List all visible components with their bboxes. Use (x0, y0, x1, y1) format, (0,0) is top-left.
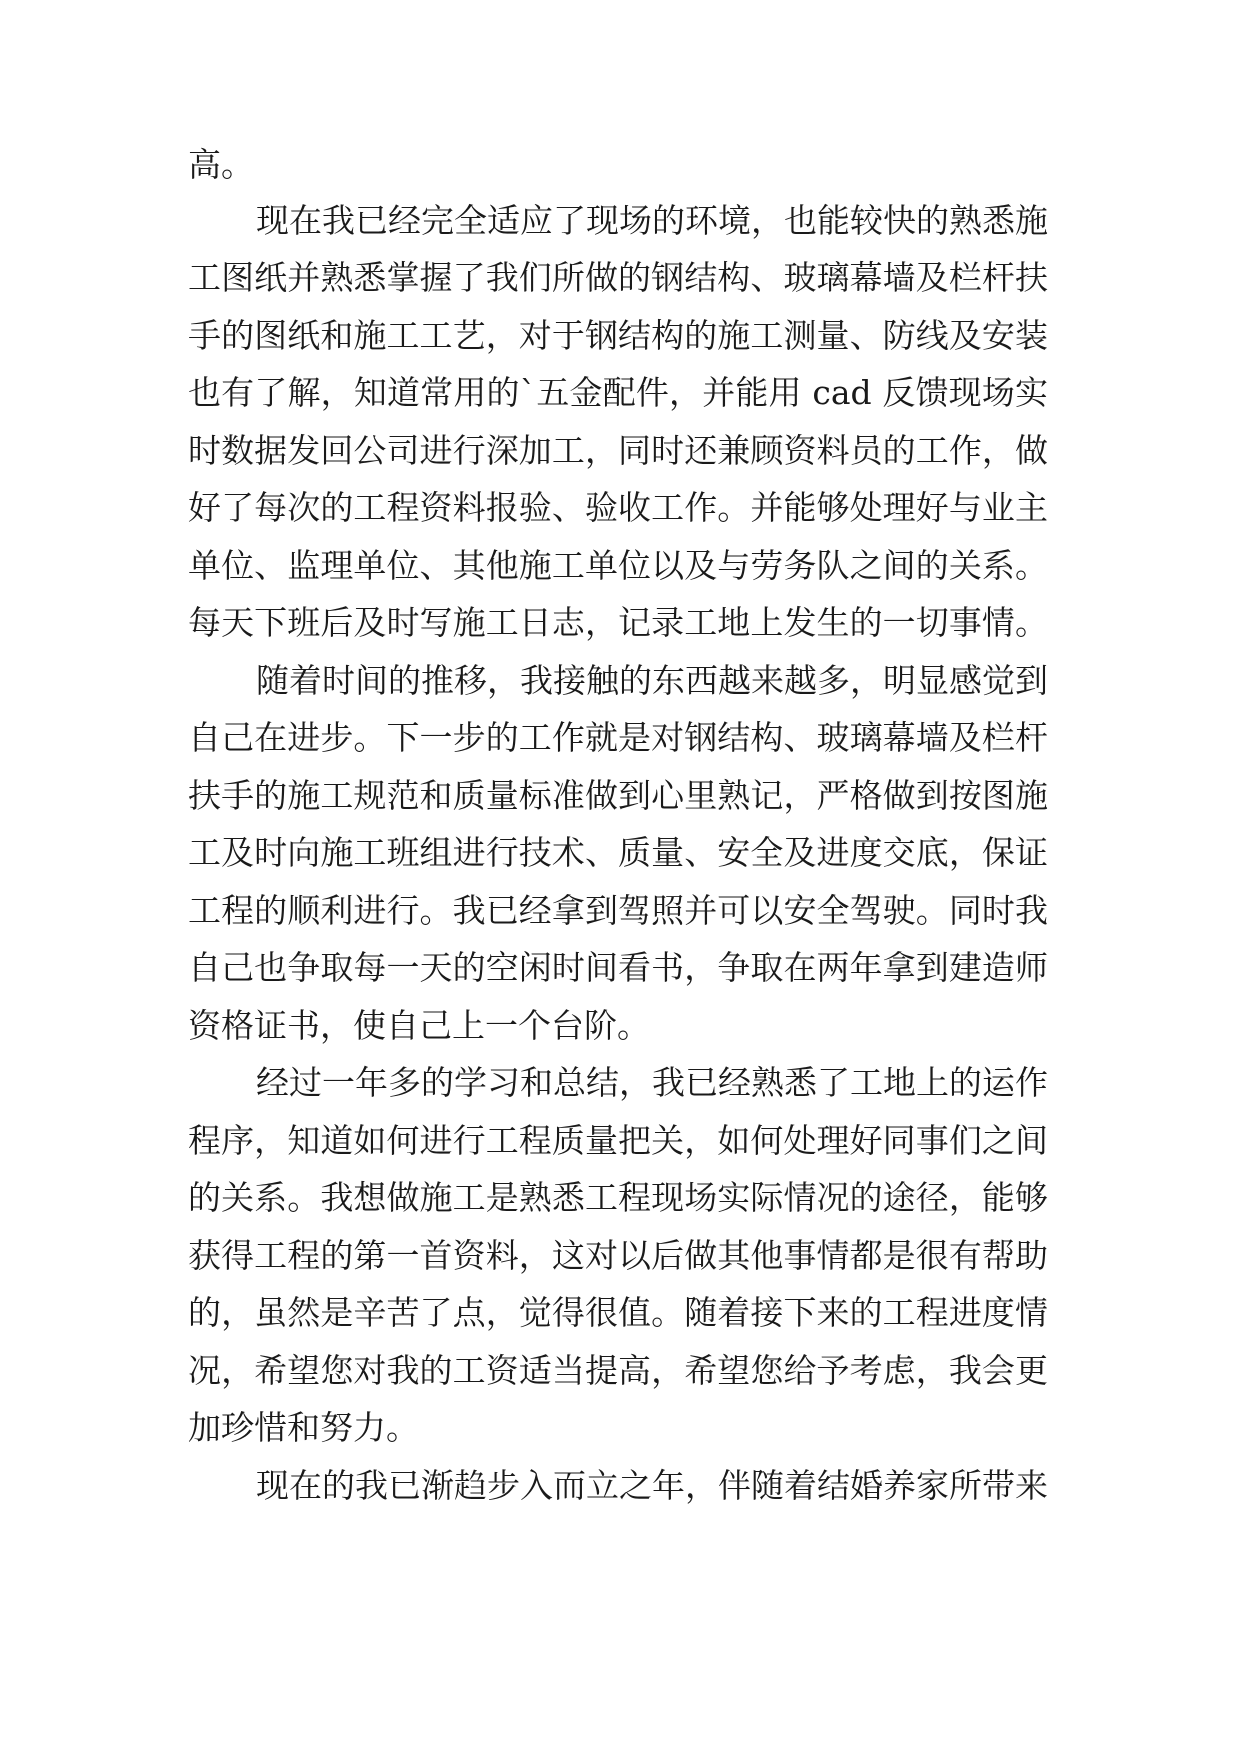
text-line-8: 单位、监理单位、其他施工单位以及与劳务队之间的关系。 (188, 546, 1048, 585)
text-line-9: 每天下班后及时写施工日志，记录工地上发生的一切事情。 (188, 603, 1048, 642)
text-line-11: 自己在进步。下一步的工作就是对钢结构、玻璃幕墙及栏杆 (188, 718, 1048, 757)
paragraph-start-line: 经过一年多的学习和总结，我已经熟悉了工地上的运作 (256, 1063, 1048, 1102)
text-line-4: 手的图纸和施工工艺，对于钢结构的施工测量、防线及安装 (188, 316, 1048, 355)
text-line-5: 也有了解，知道常用的`五金配件，并能用 cad 反馈现场实 (188, 373, 1048, 412)
text-line-21: 的，虽然是辛苦了点，觉得很值。随着接下来的工程进度情 (188, 1293, 1048, 1332)
text-line-15: 自己也争取每一天的空闲时间看书，争取在两年拿到建造师 (188, 948, 1048, 987)
text-line-23: 加珍惜和努力。 (188, 1408, 419, 1447)
text-line-14: 工程的顺利进行。我已经拿到驾照并可以安全驾驶。同时我 (188, 891, 1048, 930)
paragraph-start-line: 现在的我已渐趋步入而立之年，伴随着结婚养家所带来 (256, 1466, 1048, 1505)
text-line-16: 资格证书，使自己上一个台阶。 (188, 1006, 650, 1045)
text-line-12: 扶手的施工规范和质量标准做到心里熟记，严格做到按图施 (188, 776, 1048, 815)
text-line-20: 获得工程的第一首资料，这对以后做其他事情都是很有帮助 (188, 1236, 1048, 1275)
text-line-6: 时数据发回公司进行深加工，同时还兼顾资料员的工作，做 (188, 431, 1048, 470)
paragraph-start-line: 现在我已经完全适应了现场的环境，也能较快的熟悉施 (256, 201, 1048, 240)
text-line-18: 程序，知道如何进行工程质量把关，如何处理好同事们之间 (188, 1121, 1048, 1160)
text-line-22: 况，希望您对我的工资适当提高，希望您给予考虑，我会更 (188, 1351, 1048, 1390)
text-line-19: 的关系。我想做施工是熟悉工程现场实际情况的途径，能够 (188, 1178, 1048, 1217)
paragraph-start-line: 随着时间的推移，我接触的东西越来越多，明显感觉到 (256, 661, 1048, 700)
text-line-7: 好了每次的工程资料报验、验收工作。并能够处理好与业主 (188, 488, 1048, 527)
text-line-1: 高。 (188, 145, 254, 184)
text-line-3: 工图纸并熟悉掌握了我们所做的钢结构、玻璃幕墙及栏杆扶 (188, 258, 1048, 297)
text-line-13: 工及时向施工班组进行技术、质量、安全及进度交底，保证 (188, 833, 1048, 872)
